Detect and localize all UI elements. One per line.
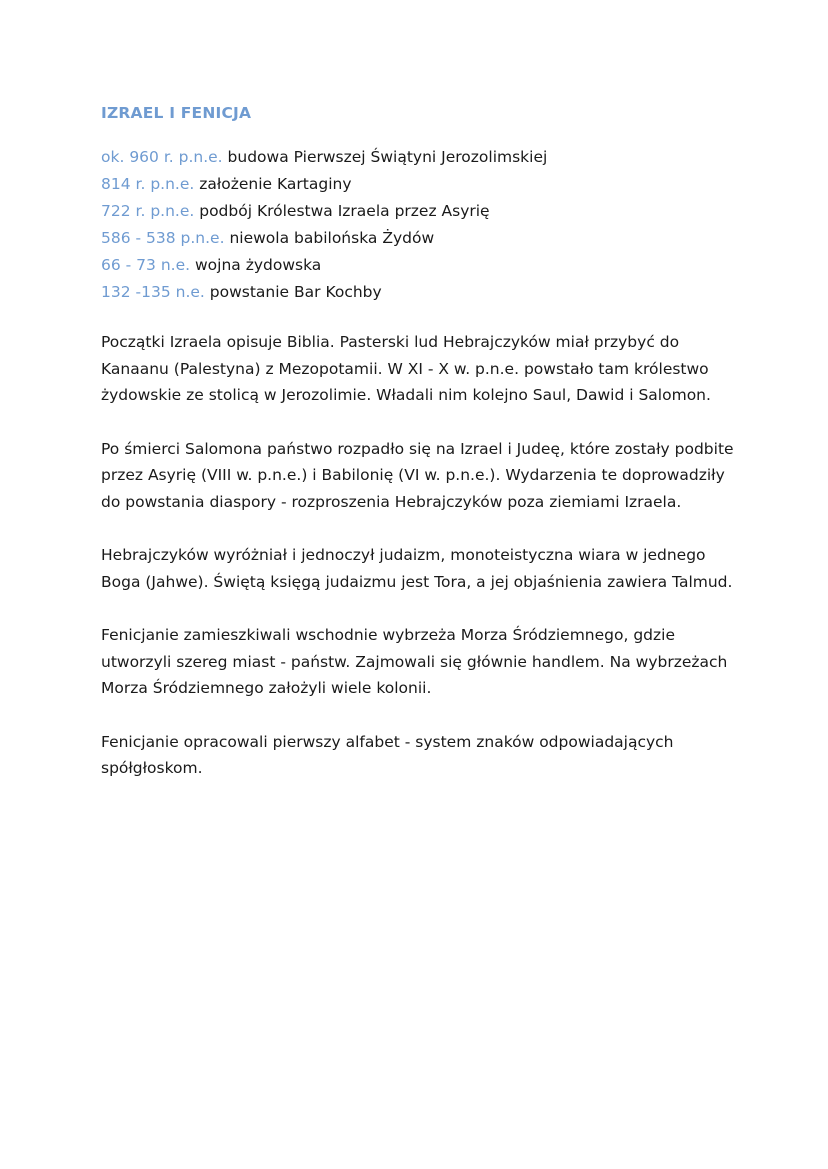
paragraph-alphabet: Fenicjanie opracowali pierwszy alfabet - system znaków odpowiadających spółgłoskom. [101, 732, 674, 777]
timeline-list [101, 144, 741, 306]
timeline-date: 586 - 538 p.n.e. [101, 229, 225, 247]
timeline-date: ok. 960 r. p.n.e. [101, 148, 223, 166]
timeline-date: 814 r. p.n.e. [101, 175, 195, 193]
timeline-item [101, 171, 741, 198]
timeline-item [101, 225, 741, 252]
timeline-event: budowa Pierwszej Świątyni Jerozolimskiej [227, 148, 548, 166]
timeline-date: 132 -135 n.e. [101, 283, 205, 301]
timeline-item [101, 198, 741, 225]
paragraph-origins: Początki Izraela opisuje Biblia. Pasterski lud Hebrajczyków miał przybyć do Kanaanu (Palestyna) z Mezopotamii. W XI - X w. p.n.e. powstało tam królestwo żydowskie ze stolicą w Jerozolimie. Władali nim kolejno Saul, Dawid i Salomon. [101, 333, 711, 404]
timeline-event: powstanie Bar Kochby [209, 283, 382, 301]
timeline-event: niewola babilońska Żydów [229, 229, 435, 247]
timeline-item [101, 144, 741, 171]
paragraph-division: Po śmierci Salomona państwo rozpadło się na Izrael i Judeę, które zostały podbite przez Asyrię (VIII w. p.n.e.) i Babilonię (VI w. p.n.e.). Wydarzenia te doprowadziły do powstania diaspory - rozproszenia Hebrajczyków poza ziemiami Izraela. [101, 439, 734, 511]
document-page [101, 102, 741, 782]
paragraph-judaism: Hebrajczyków wyróżniał i jednoczył judaizm, monoteistyczna wiara w jednego Boga (Jahwe). Świętą księgą judaizmu jest Tora, a jej objaśnienia zawiera Talmud. [101, 546, 733, 591]
timeline-item [101, 252, 741, 279]
timeline-event: wojna żydowska [194, 256, 322, 274]
timeline-event: podbój Królestwa Izraela przez Asyrię [199, 202, 490, 220]
timeline-date: 66 - 73 n.e. [101, 256, 191, 274]
page-title: IZRAEL I FENICJA [101, 104, 252, 122]
timeline-date: 722 r. p.n.e. [101, 202, 195, 220]
timeline-event: założenie Kartaginy [199, 175, 352, 193]
paragraph-phoenicians: Fenicjanie zamieszkiwali wschodnie wybrzeża Morza Śródziemnego, gdzie utworzyli szereg miast - państw. Zajmowali się głównie handlem. Na wybrzeżach Morza Śródziemnego założyli wiele kolonii. [101, 626, 728, 697]
timeline-item [101, 279, 741, 306]
